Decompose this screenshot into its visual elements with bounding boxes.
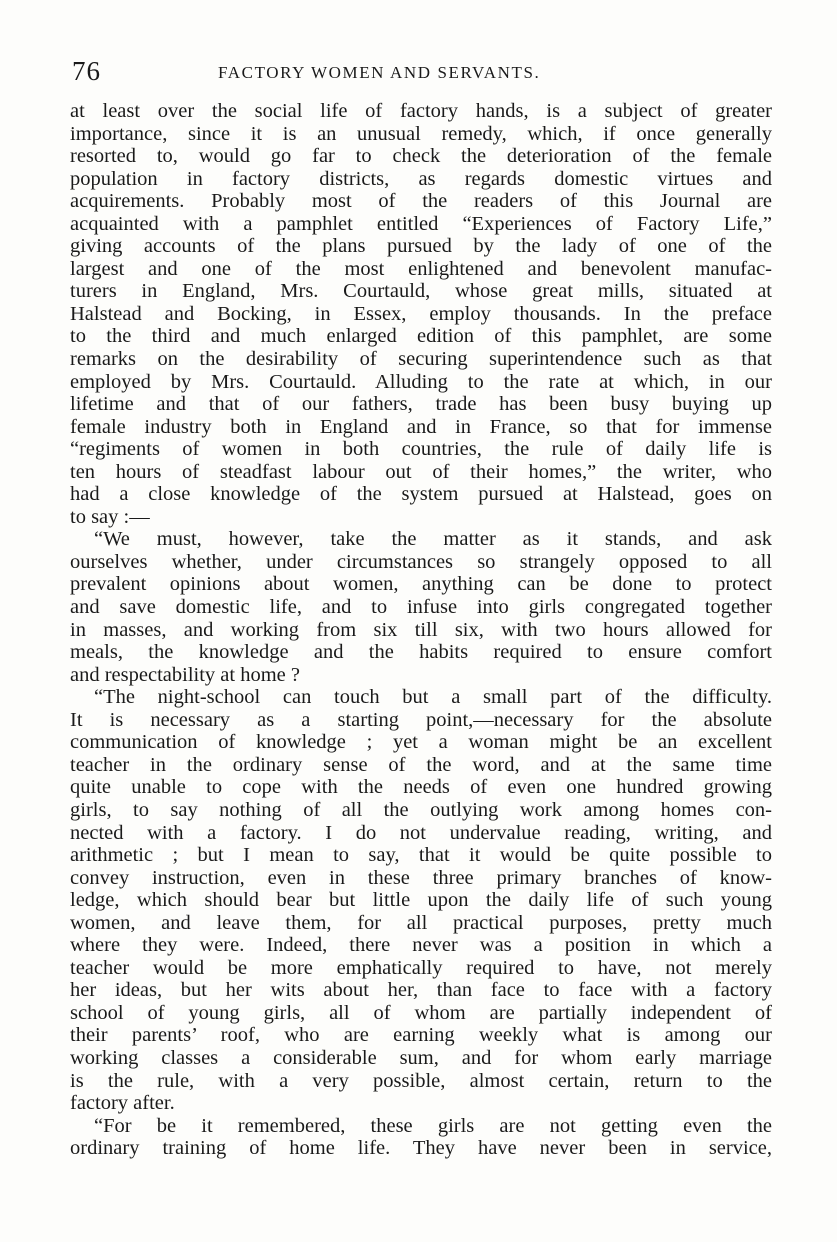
text-line: acquirements. Probably most of the readers of this Journal are	[70, 190, 772, 213]
text-line: prevalent opinions about women, anything can be done to protect	[70, 573, 772, 596]
text-line: largest and one of the most enlightened and benevolent manufac-	[70, 257, 772, 280]
text-line: turers in England, Mrs. Courtauld, whose great mills, situated at	[70, 280, 772, 303]
text-line: at least over the social life of factory hands, is a subject of greater	[70, 100, 772, 122]
text-line: population in factory districts, as regards domestic virtues and	[70, 167, 772, 190]
text-line: It is necessary as a starting point,—necessary for the absolute	[70, 708, 772, 731]
text-line: resorted to, would go far to check the deterioration of the female	[70, 145, 772, 168]
text-line: meals, the knowledge and the habits required to ensure comfort	[70, 641, 772, 664]
text-line: remarks on the desirability of securing superintendence such as that	[70, 348, 772, 371]
text-line: employed by Mrs. Courtauld. Alluding to the rate at which, in our	[70, 370, 772, 393]
text-line: their parents’ roof, who are earning weekly what is among our	[70, 1024, 772, 1047]
text-line: ourselves whether, under circumstances so strangely opposed to all	[70, 550, 772, 573]
text-line: Halstead and Bocking, in Essex, employ thousands. In the preface	[70, 302, 772, 325]
text-line: quite unable to cope with the needs of even one hundred growing	[70, 776, 772, 799]
text-line: ledge, which should bear but little upon the daily life of such young	[70, 889, 772, 912]
paragraph-end-line: factory after.	[70, 1092, 175, 1115]
text-line: nected with a factory. I do not undervalue reading, writing, and	[70, 821, 772, 844]
running-head: FACTORY WOMEN AND SERVANTS.	[218, 63, 541, 82]
text-line: working classes a considerable sum, and for whom early marriage	[70, 1046, 772, 1069]
text-line: school of young girls, all of whom are partially independent of	[70, 1001, 772, 1024]
paragraph-start-line: “We must, however, take the matter as it stands, and ask	[94, 528, 772, 551]
text-line: teacher in the ordinary sense of the word, and at the same time	[70, 753, 772, 776]
text-line: had a close knowledge of the system pursued at Halstead, goes on	[70, 483, 772, 506]
text-line: where they were. Indeed, there never was a position in which a	[70, 934, 772, 957]
text-line: importance, since it is an unusual remedy, which, if once generally	[70, 122, 772, 145]
text-line: and save domestic life, and to infuse into girls congregated together	[70, 596, 772, 619]
text-line: lifetime and that of our fathers, trade has been busy buying up	[70, 393, 772, 416]
paragraph-end-line: to say :—	[70, 505, 150, 528]
text-line: ordinary training of home life. They have never been in service,	[70, 1137, 772, 1160]
page-header	[72, 56, 772, 86]
text-line: “regiments of women in both countries, the rule of daily life is	[70, 438, 772, 461]
text-line: acquainted with a pamphlet entitled “Experiences of Factory Life,”	[70, 212, 772, 235]
text-line: arithmetic ; but I mean to say, that it would be quite possible to	[70, 844, 772, 867]
text-line: female industry both in England and in France, so that for immense	[70, 415, 772, 438]
text-line: communication of knowledge ; yet a woman might be an excellent	[70, 731, 772, 754]
page-number: 76	[72, 56, 101, 86]
text-line: teacher would be more emphatically required to have, not merely	[70, 956, 772, 979]
text-line: her ideas, but her wits about her, than face to face with a factory	[70, 979, 772, 1002]
text-line: women, and leave them, for all practical purposes, pretty much	[70, 911, 772, 934]
paragraph-end-line: and respectability at home ?	[70, 663, 300, 686]
text-line: to the third and much enlarged edition of this pamphlet, are some	[70, 325, 772, 348]
text-line: girls, to say nothing of all the outlying work among homes con-	[70, 798, 772, 821]
paragraph-start-line: “For be it remembered, these girls are not getting even the	[94, 1114, 772, 1137]
text-line: giving accounts of the plans pursued by the lady of one of the	[70, 235, 772, 258]
text-line: convey instruction, even in these three primary branches of know-	[70, 866, 772, 889]
text-line: is the rule, with a very possible, almost certain, return to the	[70, 1069, 772, 1092]
text-line: in masses, and working from six till six, with two hours allowed for	[70, 618, 772, 641]
body-text	[70, 100, 772, 1160]
paragraph-start-line: “The night-school can touch but a small part of the difficulty.	[94, 686, 772, 709]
text-line: ten hours of steadfast labour out of their homes,” the writer, who	[70, 460, 772, 483]
